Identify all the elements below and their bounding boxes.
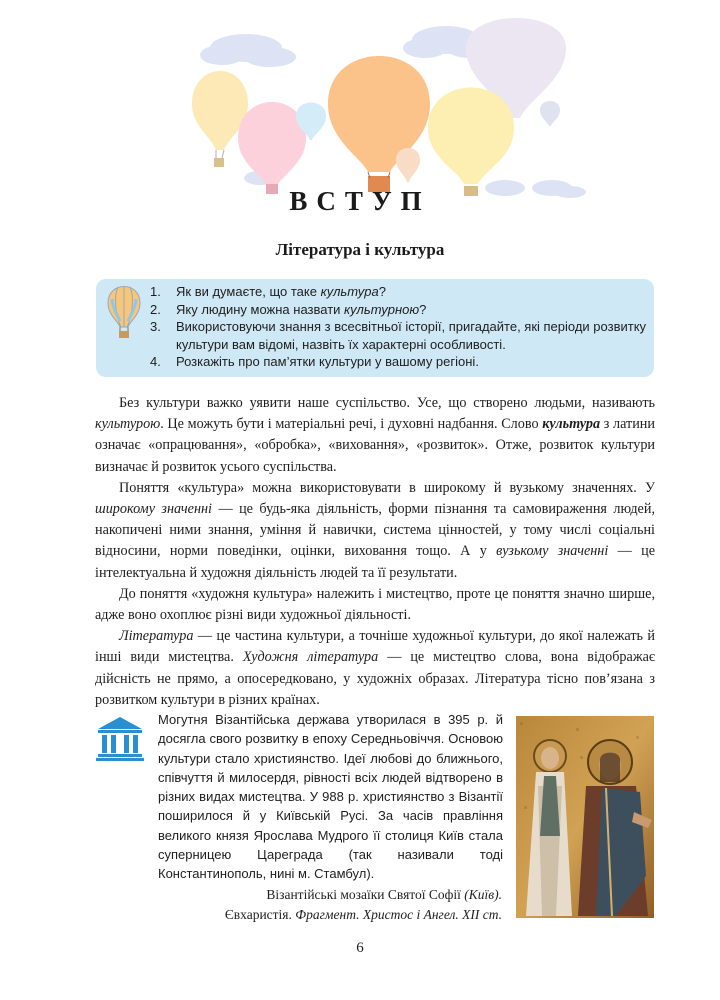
question-number: 1. [150, 284, 161, 299]
question-text-part: ? [378, 284, 386, 299]
text-run: з латини означає «опрацювання», «обробка», «виховання», «розвиток». Отже, розвиток культури визначає й розвиток усього суспільства. [95, 416, 655, 475]
caption-emphasis: Фрагмент. Христос і Ангел. XII ст. [295, 907, 502, 922]
question-emphasis: культурною [344, 301, 420, 317]
text-run: — це інтелектуальна й художня діяльність людей та її результати. [95, 543, 656, 581]
paragraph: До поняття «художня культура» належить і мистецтво, проте це поняття значно ширше, адже воно охоплює різні види художньої діяльності. [95, 585, 655, 624]
balloon-icon [104, 285, 144, 341]
text-run: Поняття «культура» можна використовувати в широкому й вузькому значеннях. У [119, 479, 655, 496]
question-emphasis: культура [320, 284, 379, 299]
question-text [176, 283, 650, 301]
term-emphasis: вузькому значенні [496, 543, 609, 560]
question-item [150, 283, 650, 301]
image-caption [160, 885, 502, 925]
main-text [95, 393, 655, 711]
question-text-part: Як ви думаєте, що таке [176, 284, 321, 299]
question-text: Розкажіть про пам’ятки культури у вашому регіоні. [176, 354, 479, 369]
caption-line [160, 905, 502, 925]
term-emphasis: Література [119, 628, 194, 645]
question-text: Використовуючи знання з всесвітньої історії, пригадайте, які періоди розвитку культури вам відомі, назвіть їх характерні особливості. [176, 319, 647, 352]
question-number: 3. [150, 319, 161, 334]
text-run: — це будь-яка діяльність, форми пізнання та самовираження людей, накопичені ними знання, уміння й навички, система цінностей, у тому числі соціальні відносини, норми поведінки, оцінки, виховання тощо. А у [95, 501, 655, 560]
term-emphasis: широкому значенні [95, 501, 212, 518]
byzantine-mosaic-image [516, 716, 654, 918]
question-text-part: ? [419, 301, 427, 317]
paragraph [95, 393, 655, 478]
question-item [150, 318, 650, 353]
section-heading: ВСТУП [289, 186, 431, 216]
question-text-part: Яку людину можна назвати [176, 301, 345, 317]
term-emphasis: Художня література [242, 649, 379, 666]
question-item [150, 353, 650, 371]
caption-emphasis: (Київ). [464, 887, 502, 902]
questions-list [150, 283, 650, 371]
info-note: Могутня Візантійська держава утворилася в 395 р. й досягла свого розвитку в епоху Середньовіччя. Основою культури стало християнство. Ідеї любові до ближнього, співчуття й милосердя, рівності всіх людей відтворено в різних видах мистецтва. У 988 р. християнство з Візантії поширилося й у Київській Русі. За часів правління великого князя Ярослава Мудрого її столиця Київ стала суперницею Цареграда (так називали тоді Константинополь, нині м. Стамбул). [158, 712, 503, 882]
question-number: 2. [150, 301, 161, 317]
hot-air-balloons-illustration [0, 0, 720, 200]
term-emphasis: культура [542, 416, 601, 433]
caption-text: Візантійські мозаїки Святої Софії [266, 887, 465, 902]
term-emphasis: культурою [95, 416, 161, 433]
museum-icon [96, 715, 144, 761]
paragraph [95, 626, 655, 711]
section-subheading: Література і культура [275, 240, 445, 259]
text-run: — це мистецтво слова, вона відображає дійсність не прямо, а опосередковано, у художніх образах. Література тісно пов’язана з розвитком культури в різних країнах. [95, 649, 656, 708]
caption-line [160, 885, 502, 905]
caption-text: Євхаристія. [224, 907, 296, 922]
text-run: Без культури важко уявити наше суспільство. Усе, що створено людьми, називають [119, 395, 655, 411]
paragraph [95, 478, 655, 584]
question-item [150, 301, 650, 319]
question-text [176, 301, 650, 319]
text-run: — це частина культури, а точніше художньої культури, до якої належать й інші види мистецтва. [95, 628, 655, 666]
text-run: . Це можуть бути і матеріальні речі, і духовні надбання. Слово [160, 416, 543, 433]
page-number: 6 [356, 940, 364, 956]
question-number: 4. [150, 354, 161, 369]
